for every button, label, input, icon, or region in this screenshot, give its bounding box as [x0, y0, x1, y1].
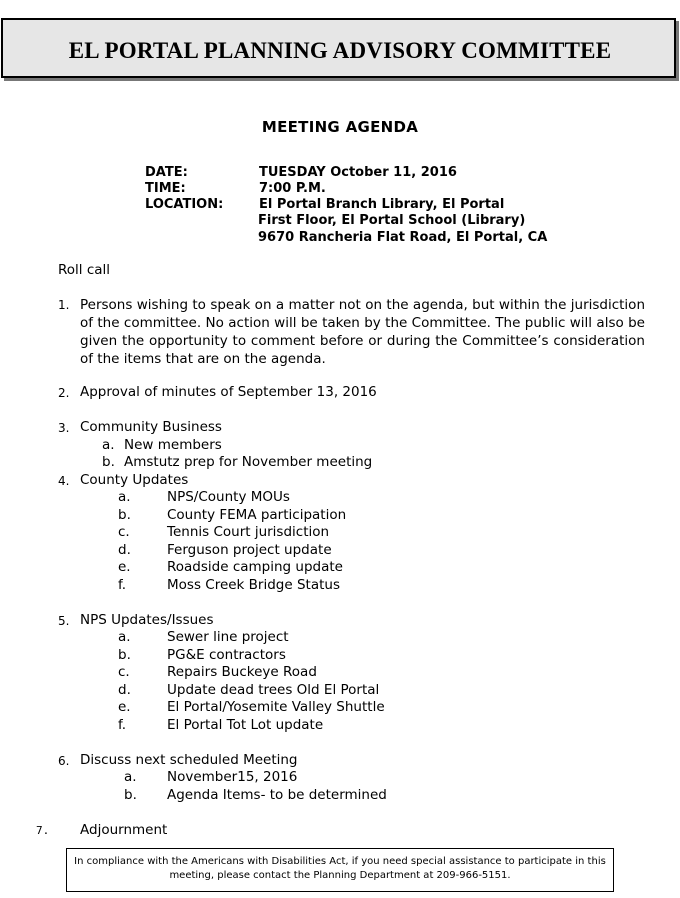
sub-item-text: El Portal Tot Lot update: [167, 717, 324, 733]
sub-item-letter: a.: [118, 489, 131, 505]
sub-item-letter: a.: [124, 769, 137, 785]
agenda-title: MEETING AGENDA: [261, 118, 419, 136]
time-label: TIME:: [145, 181, 186, 196]
committee-title: EL PORTAL PLANNING ADVISORY COMMITTEE: [68, 38, 612, 63]
date-label: DATE:: [145, 165, 188, 180]
sub-item-letter: f.: [118, 577, 127, 593]
sub-item-text: Update dead trees Old El Portal: [167, 682, 380, 698]
sub-item-letter: b.: [118, 647, 131, 663]
sub-item-letter: b.: [102, 454, 115, 470]
time-value: 7:00 P.M.: [259, 181, 326, 196]
location-line-1: El Portal Branch Library, El Portal: [259, 197, 505, 212]
agenda-item-county-updates: County Updates: [80, 472, 189, 488]
item-number: 2.: [58, 386, 70, 400]
sub-item-letter: b.: [124, 787, 137, 803]
sub-item-text: County FEMA participation: [167, 507, 347, 523]
sub-item-text: Agenda Items- to be determined: [167, 787, 387, 803]
sub-item-letter: e.: [118, 699, 131, 715]
sub-item-letter: d.: [118, 682, 131, 698]
sub-item-letter: c.: [118, 524, 130, 540]
sub-item-letter: d.: [118, 542, 131, 558]
sub-item-text: November15, 2016: [167, 769, 298, 785]
sub-item-text: Ferguson project update: [167, 542, 332, 558]
location-line-2: First Floor, El Portal School (Library): [258, 213, 526, 228]
sub-item-text: Roadside camping update: [167, 559, 343, 575]
sub-item-text: Repairs Buckeye Road: [167, 664, 317, 680]
agenda-item-adjournment: Adjournment: [80, 822, 168, 838]
item-number: 7.: [36, 824, 50, 837]
sub-item-text: Amstutz prep for November meeting: [124, 454, 373, 470]
item-number: 6.: [58, 754, 70, 768]
sub-item-text: Sewer line project: [167, 629, 289, 645]
agenda-item-nps-updates: NPS Updates/Issues: [80, 612, 214, 628]
item-number: 5.: [58, 614, 70, 628]
item-number: 4.: [58, 474, 70, 488]
location-line-3: 9670 Rancheria Flat Road, El Portal, CA: [258, 230, 548, 245]
agenda-item-public-comment: Persons wishing to speak on a matter not on the agenda, but within the jurisdiction of the committee. No action will be taken by the Committee. The public will also be given the opportunity to comment before or during the Committee’s consideration of the items that are on the agenda.: [80, 297, 645, 367]
sub-item-letter: c.: [118, 664, 130, 680]
ada-notice-line-2: meeting, please contact the Planning Department at 209-966-5151.: [169, 870, 511, 881]
date-value: TUESDAY October 11, 2016: [259, 165, 457, 180]
agenda-item-minutes: Approval of minutes of September 13, 2016: [80, 384, 377, 400]
sub-item-letter: a.: [102, 437, 115, 453]
agenda-item-next-meeting: Discuss next scheduled Meeting: [80, 752, 298, 768]
sub-item-text: PG&E contractors: [167, 647, 286, 663]
sub-item-letter: b.: [118, 507, 131, 523]
sub-item-text: Tennis Court jurisdiction: [167, 524, 330, 540]
location-label: LOCATION:: [145, 197, 224, 212]
ada-notice-line-1: In compliance with the Americans with Disabilities Act, if you need special assistance to participate in this: [74, 856, 606, 867]
item-number: 3.: [58, 421, 70, 435]
item-number: 1.: [58, 298, 70, 312]
sub-item-letter: a.: [118, 629, 131, 645]
ada-notice: [66, 848, 614, 892]
sub-item-letter: f.: [118, 717, 127, 733]
agenda-item-community-business: Community Business: [80, 419, 222, 435]
sub-item-text: New members: [124, 437, 222, 453]
sub-item-letter: e.: [118, 559, 131, 575]
roll-call: Roll call: [58, 262, 111, 278]
sub-item-text: El Portal/Yosemite Valley Shuttle: [167, 699, 385, 715]
sub-item-text: NPS/County MOUs: [167, 489, 290, 505]
sub-item-text: Moss Creek Bridge Status: [167, 577, 340, 593]
